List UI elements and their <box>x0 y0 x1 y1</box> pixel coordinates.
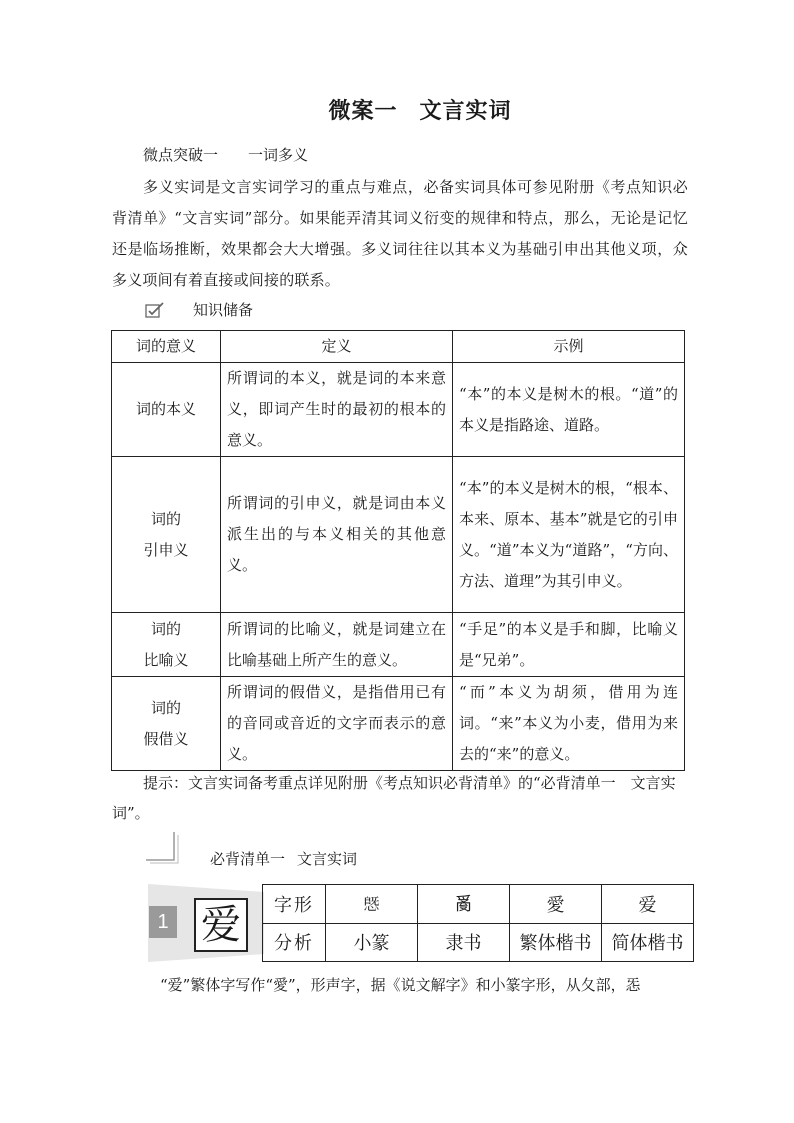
row-example: “本”的本义是树木的根，“根本、本来、原本、基本”就是它的引申义。“道”本义为“道路”，“方向、方法、道理”为其引申义。 <box>453 457 685 613</box>
table-header: 示例 <box>453 331 685 363</box>
glyph-traditional: 愛 <box>510 885 602 924</box>
meaning-table <box>111 330 685 771</box>
script-name: 简体楷书 <box>602 923 694 962</box>
glyph-clerical: 𤔔 <box>418 885 510 924</box>
knowledge-heading <box>145 299 253 320</box>
row-name: 词的本义 <box>112 363 221 457</box>
glyph-simplified: 爱 <box>602 885 694 924</box>
knowledge-label: 知识储备 <box>193 301 254 319</box>
script-row <box>263 923 694 962</box>
entry-number: 1 <box>149 906 177 938</box>
row-name: 词的 假借义 <box>112 677 221 771</box>
row-definition: 所谓词的本义，就是词的本来意义，即词产生时的最初的根本的意义。 <box>221 363 453 457</box>
script-name: 繁体楷书 <box>510 923 602 962</box>
row-definition: 所谓词的比喻义，就是词建立在比喻基础上所产生的意义。 <box>221 613 453 677</box>
script-name: 小篆 <box>326 923 418 962</box>
row-name: 词的 引申义 <box>112 457 221 613</box>
table-row <box>112 457 685 613</box>
section-heading <box>143 144 308 165</box>
list-topic: 文言实词 <box>297 850 358 868</box>
glyph-row <box>263 885 694 924</box>
row-example: “本”的本义是树木的根。“道”的本义是指路途、道路。 <box>453 363 685 457</box>
table-row <box>112 363 685 457</box>
check-icon <box>145 302 165 318</box>
row-definition: 所谓词的引申义，就是词由本义派生出的与本义相关的其他意义。 <box>221 457 453 613</box>
row-example: “手足”的本义是手和脚，比喻义是“兄弟”。 <box>453 613 685 677</box>
glyph-table <box>262 884 694 962</box>
table-row <box>112 613 685 677</box>
table-header: 词的意义 <box>112 331 221 363</box>
script-name: 隶书 <box>418 923 510 962</box>
glyph-small-seal: 𢟪 <box>326 885 418 924</box>
corner-decoration <box>146 832 180 864</box>
section-topic: 一词多义 <box>248 146 309 164</box>
table-row <box>112 677 685 771</box>
row-name: 词的 比喻义 <box>112 613 221 677</box>
table-header: 定义 <box>221 331 453 363</box>
intro-paragraph: 多义实词是文言实词学习的重点与难点，必备实词具体可参见附册《考点知识必背清单》“文言实词”部分。如果能弄清其词义衍变的规律和特点，那么，无论是记忆还是临场推断，效果都会大大增强。多义词往往以其本义为基础引申出其他义项，众多义项间有着直接或间接的联系。 <box>112 178 688 289</box>
glyph-label-bottom: 分析 <box>263 923 326 962</box>
tip-note: 提示：文言实词备考重点详见附册《考点知识必背清单》的“必背清单一 文言实词”。 <box>112 774 676 822</box>
list-heading <box>210 848 357 869</box>
list-label: 必背清单一 <box>210 850 286 868</box>
row-example: “而”本义为胡须，借用为连词。“来”本义为小麦，借用为来去的“来”的意义。 <box>453 677 685 771</box>
entry-character: 爱 <box>194 898 248 952</box>
section-label: 微点突破一 <box>143 146 219 164</box>
glyph-label-top: 字形 <box>263 885 326 924</box>
row-definition: 所谓词的假借义，是指借用已有的音同或音近的文字而表示的意义。 <box>221 677 453 771</box>
table-header-row <box>112 331 685 363</box>
page-title: 微案一 文言实词 <box>328 98 512 124</box>
analysis-text: “爱”繁体字写作“愛”，形声字，据《说文解字》和小篆字形，从夂部，㤅 <box>160 976 641 994</box>
